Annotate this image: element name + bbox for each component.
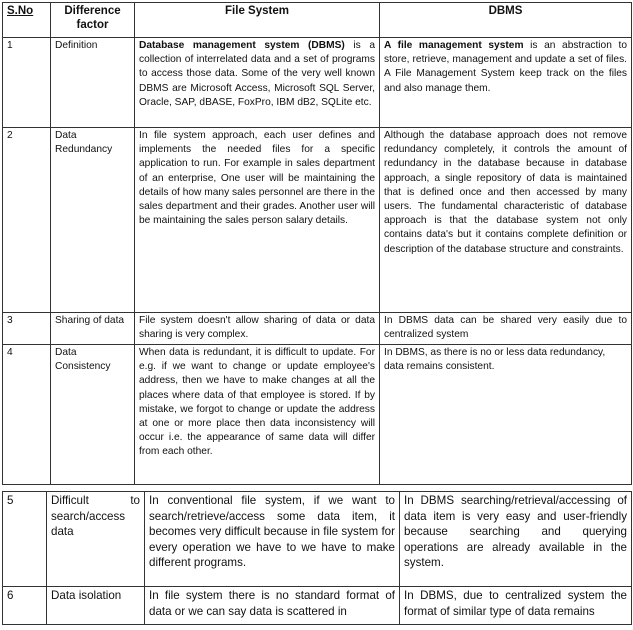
header-sno: S.No <box>3 3 51 38</box>
cell-text: is a collection of interrelated data and a set of programs to access those data. Some of the very well known DBMS are Microsoft Access, Microsoft SQL Server, Oracle, SAP, dBASE, FoxPro, IBM dB2, SQLite etc. <box>139 40 376 108</box>
row-factor: Data isolation <box>47 587 145 625</box>
row-dbms-cell: In DBMS, as there is no or less data redundancy, data remains consistent. <box>380 345 632 485</box>
header-row <box>3 3 632 38</box>
cell-text: is an abstraction to store, retrieve, management and update a set of files. A File Management System keep track on the files and also manage them. <box>384 40 627 94</box>
row-dbms-cell: In DBMS searching/retrieval/accessing of data item is very easy and user-friendly because searching and querying operations are already available in the system. <box>400 492 632 587</box>
header-file-system: File System <box>135 3 380 38</box>
term-bold: A file management system <box>384 40 524 51</box>
row-dbms-cell: In DBMS data can be shared very easily due to centralized system <box>380 313 632 345</box>
row-file-system-cell: In file system approach, each user defines and implements the needed files for a specific application to run. For example in sales department of an enterprise, One user will be maintaining the details of how many sales personnel are there in the sales department and their grades. Another user will be maintaining the sales person salary details. <box>135 128 380 313</box>
header-dbms: DBMS <box>380 3 632 38</box>
comparison-table-part-1 <box>2 2 632 485</box>
row-sno: 3 <box>3 313 51 345</box>
row-factor: Data Consistency <box>51 345 135 485</box>
row-sno: 2 <box>3 128 51 313</box>
row-sno: 6 <box>3 587 47 625</box>
table-row <box>3 492 632 587</box>
row-file-system-cell: File system doesn't allow sharing of data or data sharing is very complex. <box>135 313 380 345</box>
row-sno: 1 <box>3 38 51 128</box>
row-file-system-cell: In file system there is no standard format of data or we can say data is scattered in <box>145 587 400 625</box>
row-file-system-cell <box>135 38 380 128</box>
row-file-system-cell: In conventional file system, if we want to search/retrieve/access some data item, it becomes very difficult because in file system for every operation we have to we have to make different programs. <box>145 492 400 587</box>
table-row <box>3 345 632 485</box>
row-factor: Data Redundancy <box>51 128 135 313</box>
row-sno: 4 <box>3 345 51 485</box>
header-difference-factor: Difference factor <box>51 3 135 38</box>
row-factor: Definition <box>51 38 135 128</box>
table-row <box>3 313 632 345</box>
row-dbms-cell: Although the database approach does not remove redundancy completely, it controls the amount of redundancy in the database because in database approach, a single repository of data is maintained that is defined once and then accessed by many users. The fundamental characteristic of database approach is that the database system not only contains data's but it contains complete definition or description of the database structure and constraints. <box>380 128 632 313</box>
term-bold: Database management system (DBMS) <box>139 40 345 51</box>
row-factor: Difficult to search/access data <box>47 492 145 587</box>
row-file-system-cell: When data is redundant, it is difficult to update. For e.g. if we want to change or update employee's address, then we have to make changes at all the places where data of that employee is stored. If by mistake, we forgot to change or update the address at one or more place then data inconsistency will occur i.e. the appearance of same data will differ from each other. <box>135 345 380 485</box>
row-dbms-cell <box>380 38 632 128</box>
comparison-table-part-2 <box>2 491 632 625</box>
table-row <box>3 587 632 625</box>
table-row <box>3 128 632 313</box>
row-factor: Sharing of data <box>51 313 135 345</box>
row-dbms-cell: In DBMS, due to centralized system the format of similar type of data remains <box>400 587 632 625</box>
row-sno: 5 <box>3 492 47 587</box>
table-row <box>3 38 632 128</box>
